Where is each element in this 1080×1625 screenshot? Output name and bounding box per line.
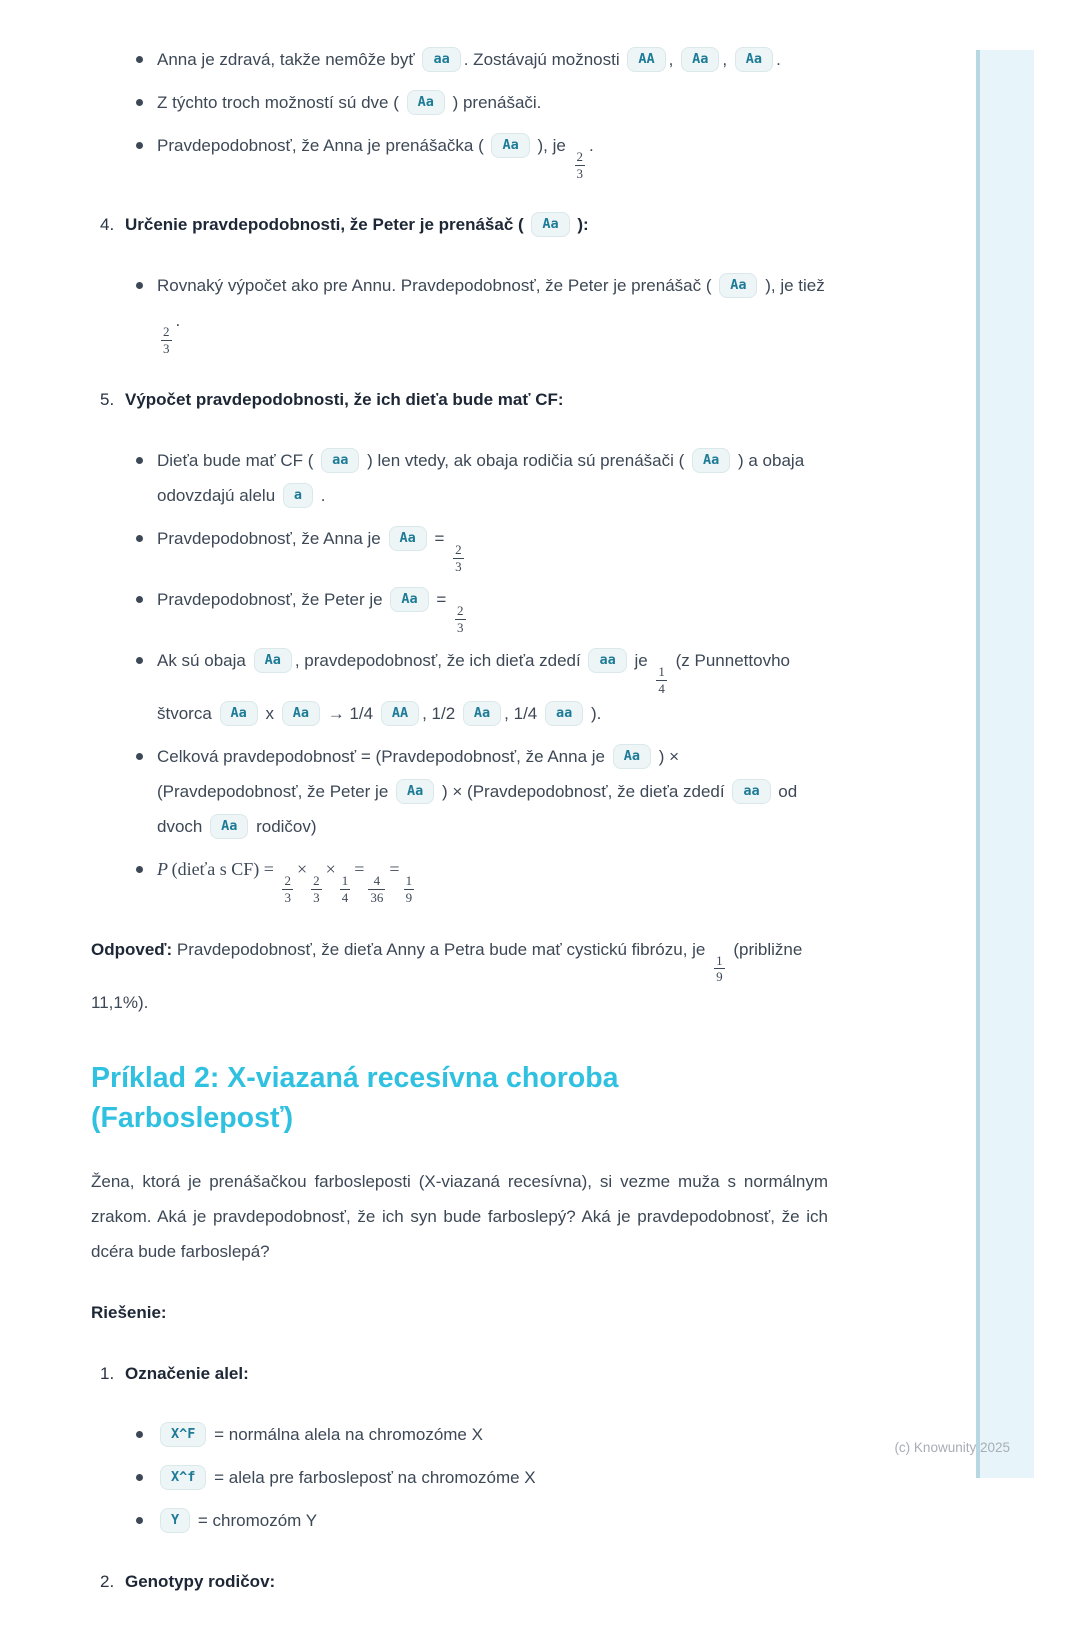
scrollbar[interactable] xyxy=(976,50,980,1478)
fraction xyxy=(656,665,667,696)
fraction xyxy=(455,604,466,635)
list-item xyxy=(91,643,828,731)
text-run: Anna je zdravá, takže nemôže byť xyxy=(157,50,420,69)
fraction xyxy=(714,954,725,985)
fraction xyxy=(453,543,464,574)
fraction-numerator: 2 xyxy=(576,149,584,164)
code-badge: Aa xyxy=(407,90,445,115)
numbered-heading xyxy=(91,1564,828,1599)
fraction-numerator: 1 xyxy=(405,873,413,889)
fraction xyxy=(161,325,172,356)
numbered-heading xyxy=(91,382,828,417)
code-badge: X^f xyxy=(160,1465,206,1490)
code-badge: AA xyxy=(381,701,419,726)
code-badge: X^F xyxy=(160,1422,206,1447)
text-run: . xyxy=(589,136,594,155)
fraction-numerator: 2 xyxy=(455,542,462,558)
highlight-panel xyxy=(976,50,1034,1478)
fraction-numerator: 1 xyxy=(341,873,349,889)
fraction-denominator: 3 xyxy=(576,165,584,181)
list-item xyxy=(91,128,828,181)
text-run: ): xyxy=(572,215,589,235)
text-run: , pravdepodobnosť, že ich dieťa zdedí xyxy=(294,651,586,671)
code-badge: Aa xyxy=(491,133,529,158)
section-heading: Príklad 2: X-viazaná recesívna choroba (Farbosleposť) xyxy=(91,1061,619,1134)
text-run: ) a obaja odovzdajú alelu xyxy=(157,451,805,506)
fraction-numerator: 2 xyxy=(284,873,291,889)
bullet-list xyxy=(91,443,828,905)
code-badge: aa xyxy=(732,779,770,804)
code-badge: Aa xyxy=(531,212,569,237)
code-badge: Aa xyxy=(254,648,292,673)
bullet-marker xyxy=(136,1517,143,1524)
text-run: Rovnaký výpočet ako pre Annu. Pravdepodobnosť, že Peter je prenášač ( xyxy=(157,276,717,296)
bullet-marker xyxy=(136,596,143,603)
text-run: = chromozóm Y xyxy=(193,1510,318,1530)
bullet-list xyxy=(91,42,828,181)
text-run: Pravdepodobnosť, že dieťa Anny a Petra bude mať cystickú fibrózu, je xyxy=(172,939,711,959)
text-run: . Zostávajú možnosti xyxy=(463,50,625,69)
item-number: 2. xyxy=(100,1571,115,1591)
fraction-denominator: 3 xyxy=(457,619,464,635)
list-item xyxy=(91,521,828,574)
text-run: , 1/4 xyxy=(504,704,542,724)
code-badge: Aa xyxy=(692,448,730,473)
code-badge: aa xyxy=(545,701,583,726)
item-number: 4. xyxy=(100,215,115,235)
code-badge: Y xyxy=(160,1508,190,1533)
text-run: Pravdepodobnosť, že Anna je xyxy=(157,529,386,549)
text-run: Označenie alel: xyxy=(125,1363,249,1383)
bullet-marker xyxy=(136,657,143,664)
math-text: × xyxy=(296,859,308,880)
bullet-list xyxy=(91,1417,828,1538)
math-text: P xyxy=(157,859,168,880)
code-badge: aa xyxy=(588,648,626,673)
bullet-marker xyxy=(136,282,143,289)
code-badge: Aa xyxy=(463,701,501,726)
fraction-denominator: 3 xyxy=(455,558,462,574)
fraction-numerator: 2 xyxy=(163,324,170,340)
fraction xyxy=(404,874,415,905)
item-number: 5. xyxy=(100,390,115,410)
text-run: . xyxy=(316,486,326,506)
text-run: Pravdepodobnosť, že Peter je xyxy=(157,590,388,610)
list-item xyxy=(91,582,828,635)
text-run: = xyxy=(429,529,450,549)
bullet-list xyxy=(91,268,828,356)
math-text: = xyxy=(389,859,400,880)
fraction xyxy=(282,874,293,905)
list-item xyxy=(91,1417,828,1452)
text-run: (približne 11,1%). xyxy=(91,939,803,1012)
text-run: je xyxy=(629,651,653,671)
fraction-numerator: 1 xyxy=(716,952,723,968)
list-item xyxy=(91,85,828,120)
bullet-marker xyxy=(136,56,143,63)
code-badge: Aa xyxy=(282,701,320,726)
fraction-denominator: 4 xyxy=(658,680,665,696)
paragraph xyxy=(91,932,828,1020)
code-badge: aa xyxy=(422,47,460,72)
item-number: 1. xyxy=(100,1363,115,1383)
list-item xyxy=(91,1503,828,1538)
fraction-denominator: 4 xyxy=(341,890,349,906)
code-badge: Aa xyxy=(220,701,258,726)
paragraph xyxy=(91,1295,828,1330)
fraction-denominator: 36 xyxy=(370,890,384,906)
fraction-numerator: 2 xyxy=(457,603,464,619)
code-badge: Aa xyxy=(390,587,428,612)
fraction xyxy=(311,874,322,905)
paragraph xyxy=(91,1164,828,1269)
bullet-marker xyxy=(136,866,143,873)
text-run: Výpočet pravdepodobnosti, že ich dieťa bude mať CF: xyxy=(125,390,564,410)
text-run: = normálna alela na chromozóme X xyxy=(209,1424,483,1444)
fraction-denominator: 9 xyxy=(716,969,723,985)
text-run: = xyxy=(431,590,451,610)
list-item xyxy=(91,852,828,905)
math-text: (dieťa s CF) = xyxy=(168,859,279,880)
text-run: Určenie pravdepodobnosti, že Peter je prenášač ( xyxy=(125,215,529,235)
code-badge: Aa xyxy=(210,814,248,839)
fraction-numerator: 1 xyxy=(658,664,665,680)
text-run: , 1/2 xyxy=(422,704,460,724)
text-run: Celková pravdepodobnosť = (Pravdepodobnosť, že Anna je xyxy=(157,747,610,767)
fraction xyxy=(368,874,385,905)
text-run: Dieťa bude mať CF ( xyxy=(157,451,319,471)
list-item xyxy=(91,42,828,77)
text-run: ), je xyxy=(532,136,571,155)
fraction xyxy=(575,150,586,181)
numbered-heading xyxy=(91,207,828,242)
bullet-marker xyxy=(136,99,143,106)
text-run: x xyxy=(260,704,279,724)
code-badge: Aa xyxy=(719,273,757,298)
text-run: rodičov) xyxy=(251,817,317,837)
fraction-denominator: 3 xyxy=(313,890,320,906)
list-item xyxy=(91,739,828,844)
list-item xyxy=(91,268,828,356)
fraction-denominator: 9 xyxy=(405,890,413,906)
math-text: × xyxy=(325,859,336,880)
text-run: Žena, ktorá je prenášačkou farbosleposti (X-viazaná recesívna), si vezme muža s normálnym zrakom. Aká je pravdepodobnosť, že ich syn bude farboslepý? Aká je pravdepodobnosť, že ich dcéra bude farboslepá? xyxy=(91,1171,828,1261)
bullet-marker xyxy=(136,1431,143,1438)
text-run: ) len vtedy, ak obaja rodičia sú prenášači ( xyxy=(362,451,689,471)
text-run: = alela pre farbosleposť na chromozóme X xyxy=(209,1467,536,1487)
fraction-numerator: 2 xyxy=(313,873,320,889)
fraction-denominator: 3 xyxy=(284,890,291,906)
bullet-marker xyxy=(136,1474,143,1481)
list-item xyxy=(91,443,828,513)
fraction-denominator: 3 xyxy=(163,340,170,356)
text-run: ), je tiež xyxy=(760,276,825,296)
numbered-heading xyxy=(91,1356,828,1391)
text-run: . xyxy=(776,50,781,69)
text-run: Genotypy rodičov: xyxy=(125,1571,276,1591)
text-run: ). xyxy=(586,704,602,724)
text-run: (z Punnettovho štvorca xyxy=(157,651,790,724)
fraction-numerator: 4 xyxy=(373,873,381,889)
text-run: od dvoch xyxy=(157,782,798,837)
code-badge: AA xyxy=(627,47,665,72)
text-run: . xyxy=(175,311,181,331)
footer-credit: (c) Knowunity 2025 xyxy=(894,1440,1010,1455)
math-text: = xyxy=(354,859,365,880)
text-run: ) × (Pravdepodobnosť, že dieťa zdedí xyxy=(437,782,730,802)
document-content xyxy=(91,42,828,1625)
text-run: ) × (Pravdepodobnosť, že Peter je xyxy=(157,747,680,802)
bullet-marker xyxy=(136,753,143,760)
text-run: Z týchto troch možností sú dve ( xyxy=(157,93,404,112)
code-badge: Aa xyxy=(396,779,434,804)
text-run: ) prenášači. xyxy=(447,93,542,112)
text-run: → 1/4 xyxy=(323,704,378,724)
text-run: , xyxy=(668,50,679,69)
code-badge: Aa xyxy=(389,526,427,551)
bullet-marker xyxy=(136,535,143,542)
bullet-marker xyxy=(136,142,143,149)
bold-text: Odpoveď: xyxy=(91,939,173,959)
code-badge: Aa xyxy=(613,744,651,769)
text-run: , xyxy=(722,50,732,69)
list-item xyxy=(91,1460,828,1495)
text-run: Pravdepodobnosť, že Anna je prenášačka ( xyxy=(157,136,489,155)
bold-text: Riešenie: xyxy=(91,1302,167,1322)
fraction xyxy=(340,874,351,905)
code-badge: Aa xyxy=(735,47,773,72)
code-badge: a xyxy=(283,483,313,508)
code-badge: Aa xyxy=(681,47,719,72)
bullet-marker xyxy=(136,457,143,464)
code-badge: aa xyxy=(321,448,359,473)
text-run: Ak sú obaja xyxy=(157,651,251,671)
